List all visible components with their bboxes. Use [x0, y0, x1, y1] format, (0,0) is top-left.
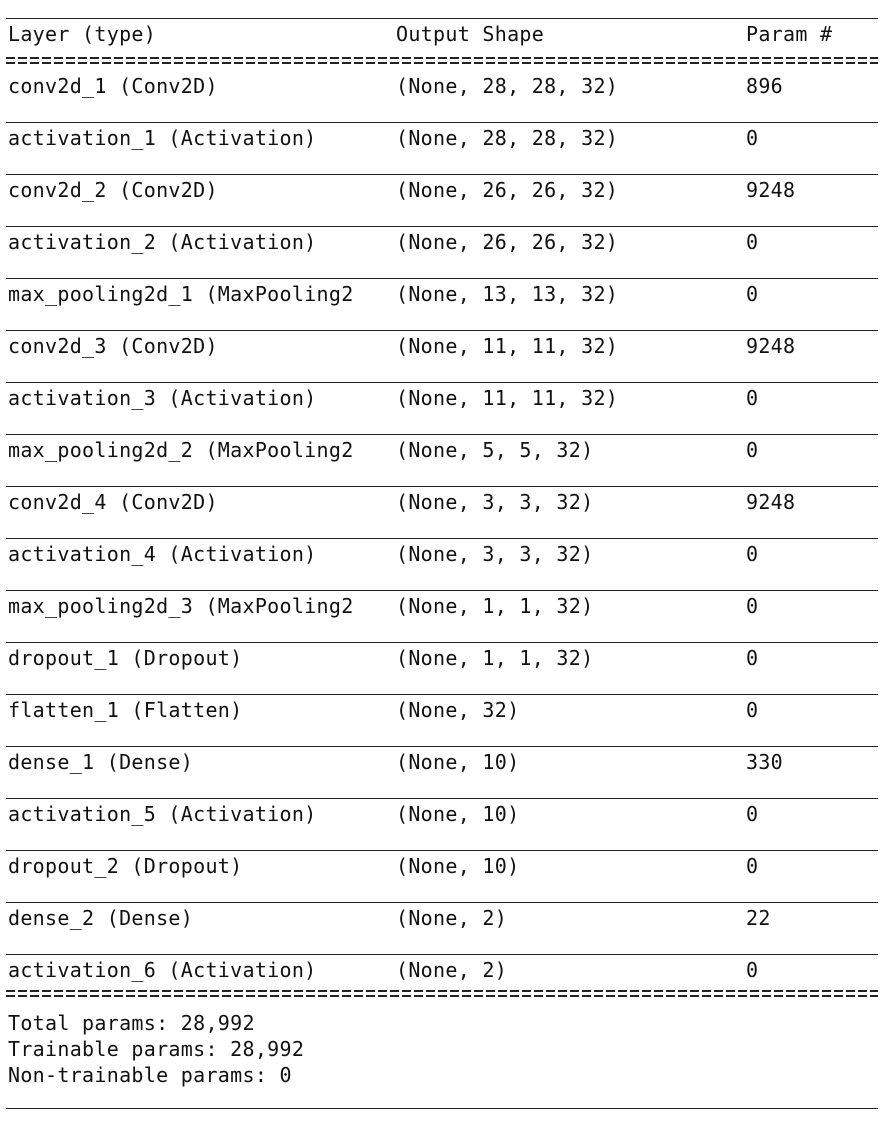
- output-shape: (None, 26, 26, 32): [396, 178, 619, 202]
- row-separator: [6, 486, 878, 487]
- param-count: 0: [746, 282, 759, 306]
- row-separator: [6, 174, 878, 175]
- layer-name: conv2d_2 (Conv2D): [8, 178, 218, 202]
- header-param-count: Param #: [746, 22, 833, 46]
- output-shape: (None, 10): [396, 802, 520, 826]
- output-shape: (None, 2): [396, 906, 508, 930]
- non-trainable-params: Non-trainable params: 0: [8, 1063, 292, 1087]
- row-separator: [6, 746, 878, 747]
- param-count: 22: [746, 906, 771, 930]
- output-shape: (None, 5, 5, 32): [396, 438, 594, 462]
- param-count: 330: [746, 750, 784, 774]
- row-separator: [6, 382, 878, 383]
- row-separator: [6, 538, 878, 539]
- output-shape: (None, 28, 28, 32): [396, 126, 619, 150]
- row-separator: [6, 954, 878, 955]
- param-count: 0: [746, 542, 759, 566]
- output-shape: (None, 11, 11, 32): [396, 334, 619, 358]
- param-count: 9248: [746, 334, 796, 358]
- header-layer-type: Layer (type): [8, 22, 157, 46]
- layer-name: activation_6 (Activation): [8, 958, 317, 982]
- layer-name: activation_2 (Activation): [8, 230, 317, 254]
- row-separator: [6, 694, 878, 695]
- trainable-params: Trainable params: 28,992: [8, 1037, 305, 1061]
- layer-name: max_pooling2d_1 (MaxPooling2: [8, 282, 354, 306]
- row-separator: [6, 850, 878, 851]
- param-count: 0: [746, 646, 759, 670]
- output-shape: (None, 10): [396, 750, 520, 774]
- layer-name: activation_1 (Activation): [8, 126, 317, 150]
- output-shape: (None, 13, 13, 32): [396, 282, 619, 306]
- footer-double-rule: [6, 990, 878, 997]
- output-shape: (None, 11, 11, 32): [396, 386, 619, 410]
- header-double-rule: [6, 57, 878, 64]
- output-shape: (None, 26, 26, 32): [396, 230, 619, 254]
- row-separator: [6, 330, 878, 331]
- layer-name: dense_1 (Dense): [8, 750, 194, 774]
- row-separator: [6, 642, 878, 643]
- header-output-shape: Output Shape: [396, 22, 545, 46]
- output-shape: (None, 28, 28, 32): [396, 74, 619, 98]
- param-count: 0: [746, 386, 759, 410]
- row-separator: [6, 902, 878, 903]
- layer-name: max_pooling2d_3 (MaxPooling2: [8, 594, 354, 618]
- row-separator: [6, 226, 878, 227]
- layer-name: dropout_2 (Dropout): [8, 854, 243, 878]
- layer-name: conv2d_4 (Conv2D): [8, 490, 218, 514]
- param-count: 896: [746, 74, 784, 98]
- output-shape: (None, 2): [396, 958, 508, 982]
- param-count: 0: [746, 958, 759, 982]
- output-shape: (None, 3, 3, 32): [396, 490, 594, 514]
- param-count: 9248: [746, 178, 796, 202]
- layer-name: conv2d_3 (Conv2D): [8, 334, 218, 358]
- output-shape: (None, 1, 1, 32): [396, 646, 594, 670]
- bottom-rule: [6, 1108, 878, 1109]
- row-separator: [6, 434, 878, 435]
- param-count: 0: [746, 594, 759, 618]
- layer-name: dropout_1 (Dropout): [8, 646, 243, 670]
- layer-name: activation_3 (Activation): [8, 386, 317, 410]
- layer-name: activation_4 (Activation): [8, 542, 317, 566]
- row-separator: [6, 590, 878, 591]
- row-separator: [6, 278, 878, 279]
- layer-name: max_pooling2d_2 (MaxPooling2: [8, 438, 354, 462]
- param-count: 0: [746, 438, 759, 462]
- layer-name: flatten_1 (Flatten): [8, 698, 243, 722]
- param-count: 9248: [746, 490, 796, 514]
- layer-name: dense_2 (Dense): [8, 906, 194, 930]
- param-count: 0: [746, 126, 759, 150]
- output-shape: (None, 3, 3, 32): [396, 542, 594, 566]
- output-shape: (None, 1, 1, 32): [396, 594, 594, 618]
- row-separator: [6, 122, 878, 123]
- param-count: 0: [746, 230, 759, 254]
- param-count: 0: [746, 854, 759, 878]
- layer-name: conv2d_1 (Conv2D): [8, 74, 218, 98]
- row-separator: [6, 798, 878, 799]
- param-count: 0: [746, 802, 759, 826]
- output-shape: (None, 32): [396, 698, 520, 722]
- top-rule: [6, 18, 878, 19]
- total-params: Total params: 28,992: [8, 1011, 255, 1035]
- layer-name: activation_5 (Activation): [8, 802, 317, 826]
- param-count: 0: [746, 698, 759, 722]
- output-shape: (None, 10): [396, 854, 520, 878]
